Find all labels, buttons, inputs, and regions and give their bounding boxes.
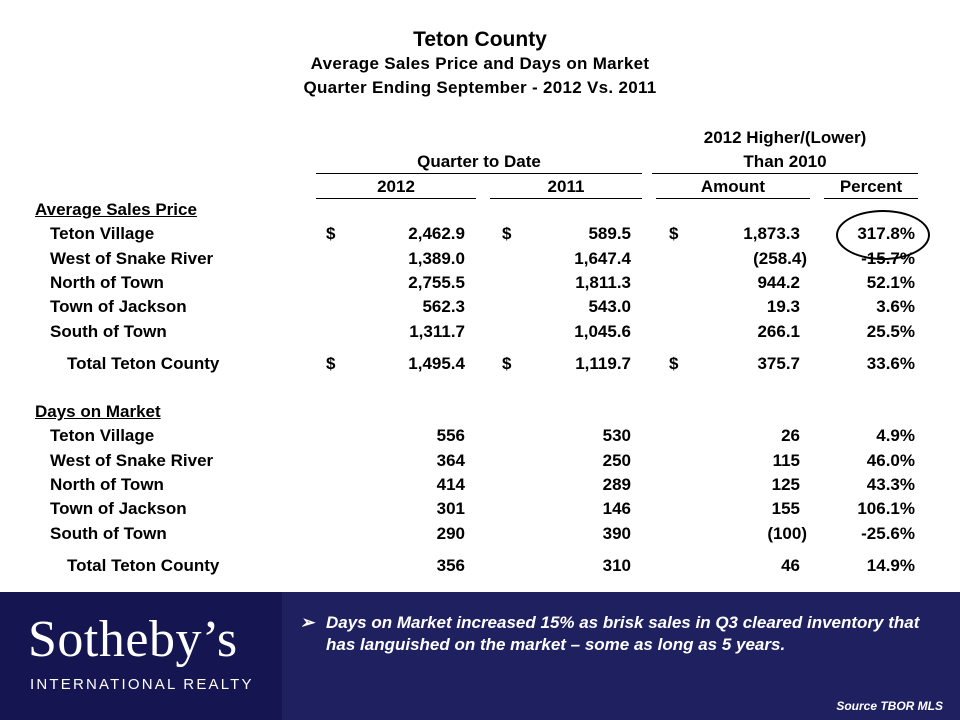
- value-amount: (100): [767, 524, 807, 543]
- highlight-circle: [836, 210, 930, 260]
- column-header-2011: 2011: [547, 177, 585, 196]
- header-change-line2: Than 2010: [743, 152, 827, 171]
- row-label: Teton Village: [50, 224, 155, 243]
- dollar-sign: $: [326, 224, 336, 243]
- value-percent: 33.6%: [866, 354, 915, 373]
- value-amount: 155: [771, 499, 800, 518]
- section-row: [0, 400, 960, 424]
- value-2011: 543.0: [588, 297, 631, 316]
- value-2012: 556: [436, 426, 465, 445]
- header-underline: [316, 173, 642, 174]
- total-row: [0, 352, 960, 376]
- value-2011: 1,811.3: [575, 273, 631, 292]
- value-amount: 26: [781, 426, 800, 445]
- value-2012: 301: [436, 499, 465, 518]
- row-label: West of Snake River: [50, 451, 214, 470]
- value-amount: 115: [772, 451, 800, 470]
- value-2011: 589.5: [588, 224, 631, 243]
- value-2012: 2,462.9: [408, 224, 465, 243]
- table-row: [0, 320, 960, 344]
- value-2011: 146: [602, 499, 631, 518]
- value-2011: 1,045.6: [574, 322, 631, 341]
- value-amount: 944.2: [757, 273, 800, 292]
- value-2012: 290: [436, 524, 465, 543]
- value-2012: 414: [436, 475, 465, 494]
- value-percent: 14.9%: [866, 556, 915, 575]
- value-percent: 52.1%: [866, 273, 915, 292]
- value-amount: (258.4): [753, 249, 807, 268]
- value-amount: 266.1: [757, 322, 800, 341]
- table-row: [0, 473, 960, 497]
- value-percent: 106.1%: [857, 499, 915, 518]
- row-label-total: Total Teton County: [67, 556, 220, 575]
- header-change-line1: 2012 Higher/(Lower): [703, 128, 867, 147]
- value-2012: 364: [436, 451, 465, 470]
- value-2012: 1,311.7: [409, 322, 465, 341]
- row-label: Town of Jackson: [50, 499, 187, 518]
- row-label: North of Town: [50, 273, 164, 292]
- table-row: [0, 295, 960, 319]
- value-2011: 1,119.7: [575, 354, 631, 373]
- value-percent: -25.6%: [861, 524, 915, 543]
- value-percent: 4.9%: [876, 426, 915, 445]
- section-title-days: Days on Market: [35, 402, 161, 421]
- commentary-text: Days on Market increased 15% as brisk sales in Q3 cleared inventory that has languished on the market – some as long as 5 years.: [326, 613, 920, 654]
- section-row: [0, 198, 960, 222]
- logo-wordmark: Sotheby’s: [28, 611, 238, 668]
- value-2012: 356: [436, 556, 465, 575]
- value-amount: 1,873.3: [743, 224, 800, 243]
- value-amount: 125: [771, 475, 800, 494]
- value-2011: 1,647.4: [574, 249, 631, 268]
- header-underline: [652, 173, 918, 174]
- row-label: Town of Jackson: [50, 297, 187, 316]
- table-row: [0, 522, 960, 546]
- table-row: [0, 247, 960, 271]
- dollar-sign: $: [502, 224, 512, 243]
- table-row: [0, 497, 960, 521]
- dollar-sign: $: [326, 354, 336, 373]
- dollar-sign: $: [669, 224, 679, 243]
- value-2012: 562.3: [422, 297, 465, 316]
- table-row: [0, 424, 960, 448]
- page-subtitle-period: Quarter Ending September - 2012 Vs. 2011: [303, 78, 657, 97]
- value-percent: 3.6%: [876, 297, 915, 316]
- value-2012: 1,389.0: [408, 249, 465, 268]
- value-percent: 43.3%: [866, 475, 915, 494]
- table-row: [0, 222, 960, 246]
- row-label: Teton Village: [50, 426, 155, 445]
- page-subtitle: Average Sales Price and Days on Market: [310, 54, 650, 73]
- footer-banner: [0, 592, 960, 720]
- value-percent: 46.0%: [866, 451, 915, 470]
- row-label: South of Town: [50, 524, 167, 543]
- value-2011: 310: [602, 556, 631, 575]
- column-header-percent: Percent: [839, 177, 903, 196]
- value-percent: 25.5%: [866, 322, 915, 341]
- page-title: Teton County: [413, 28, 547, 51]
- row-label: South of Town: [50, 322, 167, 341]
- dollar-sign: $: [669, 354, 679, 373]
- value-2011: 289: [602, 475, 631, 494]
- value-2011: 250: [602, 451, 631, 470]
- section-title-sales: Average Sales Price: [35, 200, 197, 219]
- dollar-sign: $: [502, 354, 512, 373]
- column-header-2012: 2012: [377, 177, 415, 196]
- value-amount: 46: [781, 556, 800, 575]
- value-2012: 2,755.5: [408, 273, 465, 292]
- value-amount: 375.7: [757, 354, 800, 373]
- row-label: West of Snake River: [50, 249, 214, 268]
- value-2012: 1,495.4: [408, 354, 465, 373]
- value-percent: 317.8%: [857, 224, 915, 243]
- bullet-arrow-icon: ➢: [300, 613, 315, 632]
- total-row: [0, 554, 960, 578]
- value-2011: 390: [602, 524, 631, 543]
- table-row: [0, 271, 960, 295]
- title-block: [0, 28, 960, 100]
- source-citation: Source TBOR MLS: [836, 699, 943, 713]
- logo-tagline: INTERNATIONAL REALTY: [30, 676, 254, 693]
- value-percent: -15.7%: [861, 249, 915, 268]
- column-header-amount: Amount: [700, 177, 766, 196]
- value-amount: 19.3: [766, 297, 800, 316]
- value-2011: 530: [602, 426, 631, 445]
- row-label-total: Total Teton County: [67, 354, 220, 373]
- table-row: [0, 449, 960, 473]
- header-quarter-to-date: Quarter to Date: [417, 152, 541, 171]
- brand-logo: [0, 592, 282, 720]
- row-label: North of Town: [50, 475, 164, 494]
